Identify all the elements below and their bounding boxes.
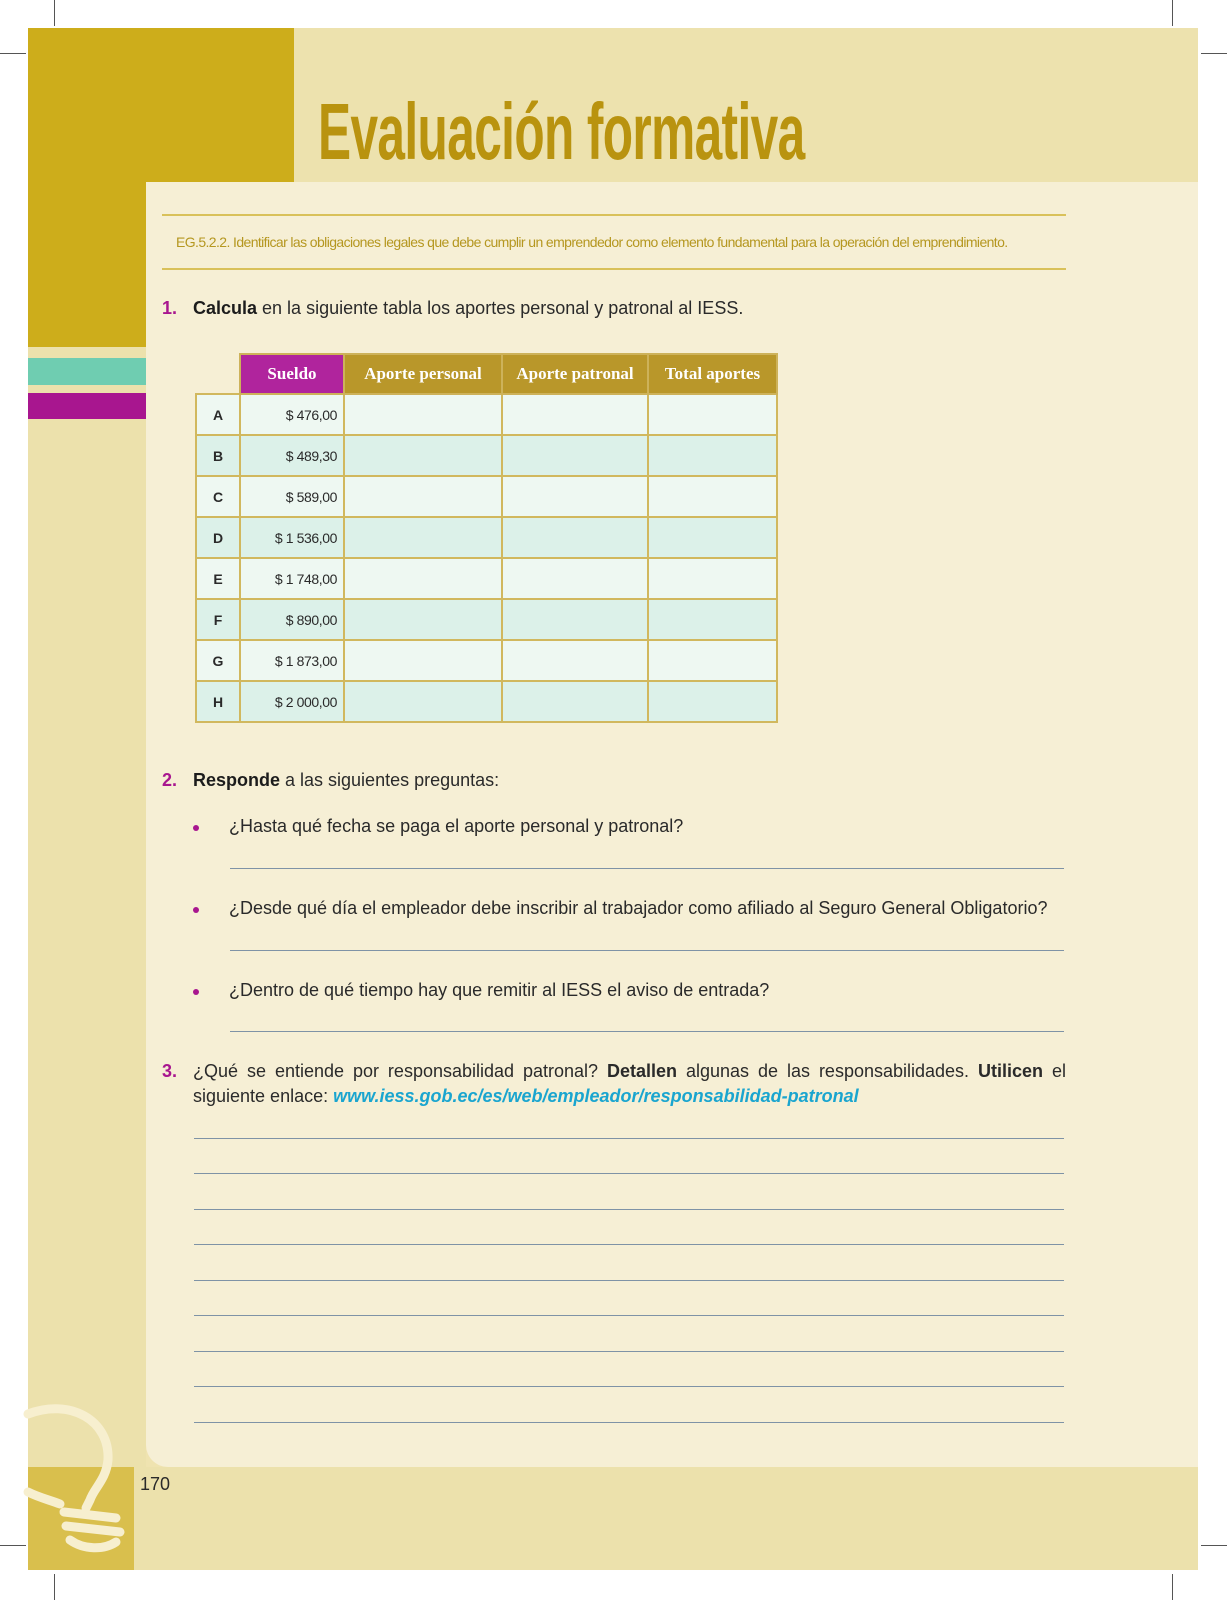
- question-text: ¿Qué se entiende por responsabilidad patronal?: [193, 1061, 607, 1081]
- row-letter: F: [196, 599, 240, 640]
- answer-line[interactable]: [194, 1138, 1064, 1139]
- aporte-personal-cell[interactable]: [344, 435, 502, 476]
- aporte-patronal-cell[interactable]: [502, 599, 648, 640]
- teal-stripe: [28, 358, 146, 385]
- salary-cell: $ 1 536,00: [240, 517, 344, 558]
- aporte-personal-cell[interactable]: [344, 681, 502, 722]
- answer-line[interactable]: [194, 1244, 1064, 1245]
- iess-contributions-table: [195, 353, 778, 723]
- bullet-dot: [193, 907, 199, 913]
- aporte-patronal-cell[interactable]: [502, 640, 648, 681]
- crop-mark: [54, 1574, 55, 1600]
- answer-line[interactable]: [194, 1422, 1064, 1423]
- question-number: 2.: [162, 770, 178, 790]
- header-aporte-patronal: Aporte patronal: [502, 354, 648, 394]
- aporte-personal-cell[interactable]: [344, 558, 502, 599]
- crop-mark: [0, 53, 26, 54]
- aporte-patronal-cell[interactable]: [502, 394, 648, 435]
- row-letter: D: [196, 517, 240, 558]
- salary-cell: $ 2 000,00: [240, 681, 344, 722]
- magenta-stripe: [28, 393, 146, 419]
- total-aportes-cell[interactable]: [648, 394, 777, 435]
- aporte-patronal-cell[interactable]: [502, 558, 648, 599]
- table-row: [196, 435, 777, 476]
- answer-line[interactable]: [194, 1209, 1064, 1210]
- total-aportes-cell[interactable]: [648, 558, 777, 599]
- question-verb: Calcula: [193, 298, 258, 318]
- aporte-personal-cell[interactable]: [344, 476, 502, 517]
- crop-mark: [1201, 53, 1227, 54]
- aporte-personal-cell[interactable]: [344, 517, 502, 558]
- question-number: 3.: [162, 1061, 178, 1081]
- answer-line[interactable]: [194, 1315, 1064, 1316]
- question-1: [162, 298, 743, 319]
- footer-strip: [28, 1467, 1198, 1570]
- table-row: [196, 394, 777, 435]
- question-number: 1.: [162, 298, 178, 318]
- crop-mark: [1201, 1545, 1227, 1546]
- sub-question-text: ¿Desde qué día el empleador debe inscribir al trabajador como afiliado al Seguro General Obligatorio?: [229, 898, 1048, 918]
- header-total-aportes: Total aportes: [648, 354, 777, 394]
- total-aportes-cell[interactable]: [648, 599, 777, 640]
- question-text: el siguiente enlace:: [193, 1061, 1066, 1106]
- total-aportes-cell[interactable]: [648, 640, 777, 681]
- side-gold-block: [28, 182, 146, 347]
- page-title: Evaluación formativa: [318, 87, 805, 176]
- row-letter: A: [196, 394, 240, 435]
- page-number: 170: [140, 1474, 171, 1494]
- table-row: [196, 517, 777, 558]
- table-row: [196, 476, 777, 517]
- total-aportes-cell[interactable]: [648, 681, 777, 722]
- salary-cell: $ 476,00: [240, 394, 344, 435]
- answer-line[interactable]: [194, 1280, 1064, 1281]
- question-verb: Responde: [193, 770, 281, 790]
- table-row: [196, 640, 777, 681]
- row-letter: C: [196, 476, 240, 517]
- total-aportes-cell[interactable]: [648, 517, 777, 558]
- question-body: [193, 1059, 1066, 1109]
- answer-line[interactable]: [194, 1386, 1064, 1387]
- table-row: [196, 599, 777, 640]
- aporte-patronal-cell[interactable]: [502, 435, 648, 476]
- question-3: [162, 1059, 1066, 1109]
- row-letter: E: [196, 558, 240, 599]
- answer-line[interactable]: [230, 868, 1064, 869]
- answer-line[interactable]: [194, 1351, 1064, 1352]
- table-corner: [196, 354, 240, 394]
- salary-cell: $ 890,00: [240, 599, 344, 640]
- question-2: [162, 770, 499, 791]
- table-row: [196, 558, 777, 599]
- crop-mark: [1172, 1574, 1173, 1600]
- learning-objective-box: [162, 214, 1066, 270]
- aporte-patronal-cell[interactable]: [502, 476, 648, 517]
- lightbulb-icon: [20, 1400, 140, 1560]
- iess-link[interactable]: www.iess.gob.ec/es/web/empleador/responsabilidad-patronal: [333, 1086, 859, 1106]
- header-gold-block: [28, 28, 294, 182]
- header-sueldo: Sueldo: [240, 354, 344, 394]
- sub-question-text: ¿Hasta qué fecha se paga el aporte personal y patronal?: [229, 816, 684, 836]
- salary-cell: $ 489,30: [240, 435, 344, 476]
- salary-cell: $ 1 748,00: [240, 558, 344, 599]
- question-text: a las siguientes preguntas:: [280, 770, 500, 790]
- table-row: [196, 681, 777, 722]
- learning-objective-text: EG.5.2.2. Identificar las obligaciones legales que debe cumplir un emprendedor como elemento fundamental para la operación del emprendimiento.: [176, 234, 1008, 250]
- answer-line[interactable]: [194, 1173, 1064, 1174]
- question-verb: Detallen: [607, 1061, 678, 1081]
- sub-question-text: ¿Dentro de qué tiempo hay que remitir al IESS el aviso de entrada?: [229, 980, 770, 1000]
- header-aporte-personal: Aporte personal: [344, 354, 502, 394]
- total-aportes-cell[interactable]: [648, 435, 777, 476]
- row-letter: G: [196, 640, 240, 681]
- salary-cell: $ 1 873,00: [240, 640, 344, 681]
- bullet-dot: [193, 989, 199, 995]
- aporte-personal-cell[interactable]: [344, 394, 502, 435]
- total-aportes-cell[interactable]: [648, 476, 777, 517]
- crop-mark: [54, 0, 55, 26]
- aporte-personal-cell[interactable]: [344, 640, 502, 681]
- aporte-patronal-cell[interactable]: [502, 681, 648, 722]
- row-letter: H: [196, 681, 240, 722]
- question-verb: Utilicen: [978, 1061, 1044, 1081]
- aporte-patronal-cell[interactable]: [502, 517, 648, 558]
- row-letter: B: [196, 435, 240, 476]
- crop-mark: [1172, 0, 1173, 26]
- answer-line[interactable]: [230, 950, 1064, 951]
- question-text: en la siguiente tabla los aportes personal y patronal al IESS.: [257, 298, 744, 318]
- bullet-dot: [193, 825, 199, 831]
- salary-cell: $ 589,00: [240, 476, 344, 517]
- question-text: algunas de las responsabilidades.: [677, 1061, 978, 1081]
- answer-line[interactable]: [230, 1031, 1064, 1032]
- aporte-personal-cell[interactable]: [344, 599, 502, 640]
